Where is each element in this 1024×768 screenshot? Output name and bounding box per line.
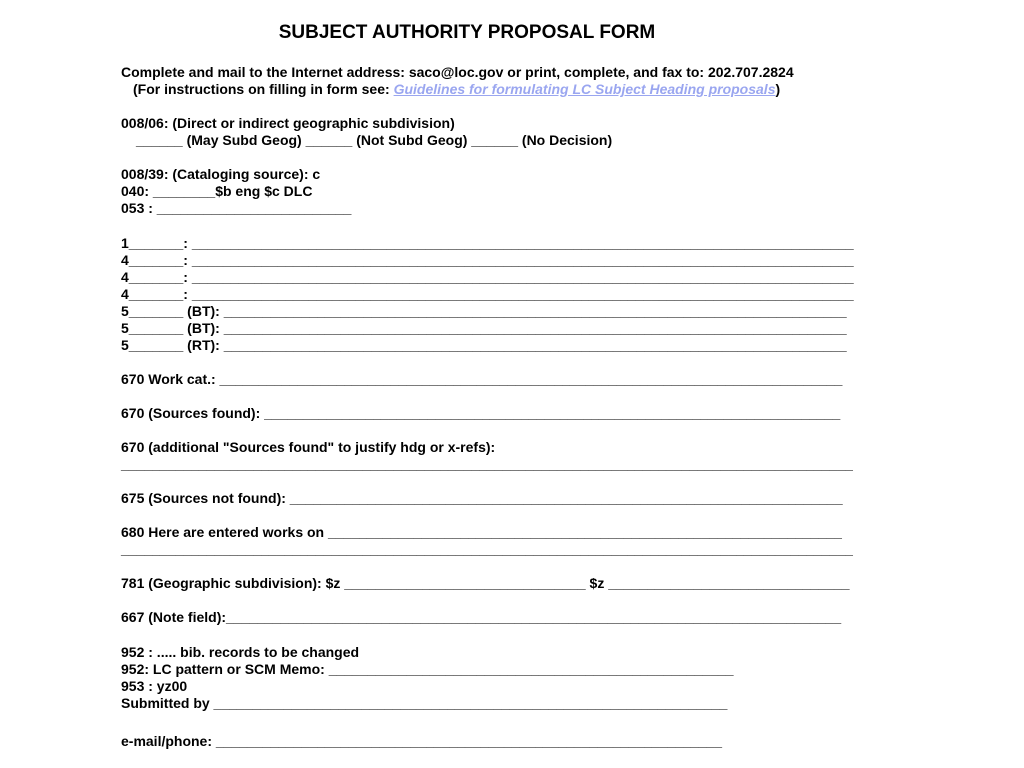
field-670-work-cat: 670 Work cat.: ________________________________________________________________________________: [121, 371, 843, 387]
intro-guidelines-note: [133, 81, 780, 98]
field-1xx: 1_______: _____________________________________________________________________________________: [121, 235, 854, 251]
field-667-note: 667 (Note field):_______________________________________________________________________________: [121, 609, 842, 625]
intro-instructions: Complete and mail to the Internet address: saco@loc.gov or print, complete, and fax to: 202.707.2824: [121, 64, 794, 80]
field-008-06-options: ______ (May Subd Geog) ______ (Not Subd Geog) ______ (No Decision): [136, 132, 613, 148]
field-680-line: ______________________________________________________________________________________________: [121, 541, 853, 557]
field-5xx-bt: 5_______ (BT): ________________________________________________________________________________: [121, 303, 847, 319]
field-680-entered-works: 680 Here are entered works on __________________________________________________________________: [121, 524, 842, 540]
field-952-bib-records: 952 : ..... bib. records to be changed: [121, 644, 360, 660]
field-040: 040: ________$b eng $c DLC: [121, 183, 313, 199]
field-4xx: 4_______: _____________________________________________________________________________________: [121, 252, 854, 268]
guidelines-link[interactable]: Guidelines for formulating LC Subject Heading proposals: [393, 81, 776, 97]
field-008-06: 008/06: (Direct or indirect geographic subdivision): [121, 115, 455, 131]
field-5xx-bt: 5_______ (BT): ________________________________________________________________________________: [121, 320, 847, 336]
field-053: 053 : _________________________: [121, 200, 352, 216]
field-670-sources-found: 670 (Sources found): __________________________________________________________________________: [121, 405, 841, 421]
field-5xx-rt: 5_______ (RT): ________________________________________________________________________________: [121, 337, 847, 353]
field-952-memo: 952: LC pattern or SCM Memo: ____________________________________________________: [121, 661, 734, 677]
form-title: SUBJECT AUTHORITY PROPOSAL FORM: [278, 22, 656, 43]
field-675-sources-not-found: 675 (Sources not found): _______________________________________________________________________: [121, 490, 843, 506]
field-953: 953 : yz00: [121, 678, 188, 694]
field-670-additional-line: ______________________________________________________________________________________________: [121, 456, 853, 472]
field-670-additional: 670 (additional "Sources found" to justify hdg or x-refs):: [121, 439, 496, 455]
guidelines-suffix: ): [775, 81, 781, 97]
submitted-by: Submitted by __________________________________________________________________: [121, 695, 728, 711]
field-008-39: 008/39: (Cataloging source): c: [121, 166, 321, 182]
email-phone: e-mail/phone: _________________________________________________________________: [121, 733, 722, 749]
field-4xx: 4_______: _____________________________________________________________________________________: [121, 269, 854, 285]
field-781-geographic: 781 (Geographic subdivision): $z _______________________________ $z _______________________________: [121, 575, 850, 591]
field-4xx: 4_______: _____________________________________________________________________________________: [121, 286, 854, 302]
guidelines-prefix: (For instructions on filling in form see:: [133, 81, 394, 97]
